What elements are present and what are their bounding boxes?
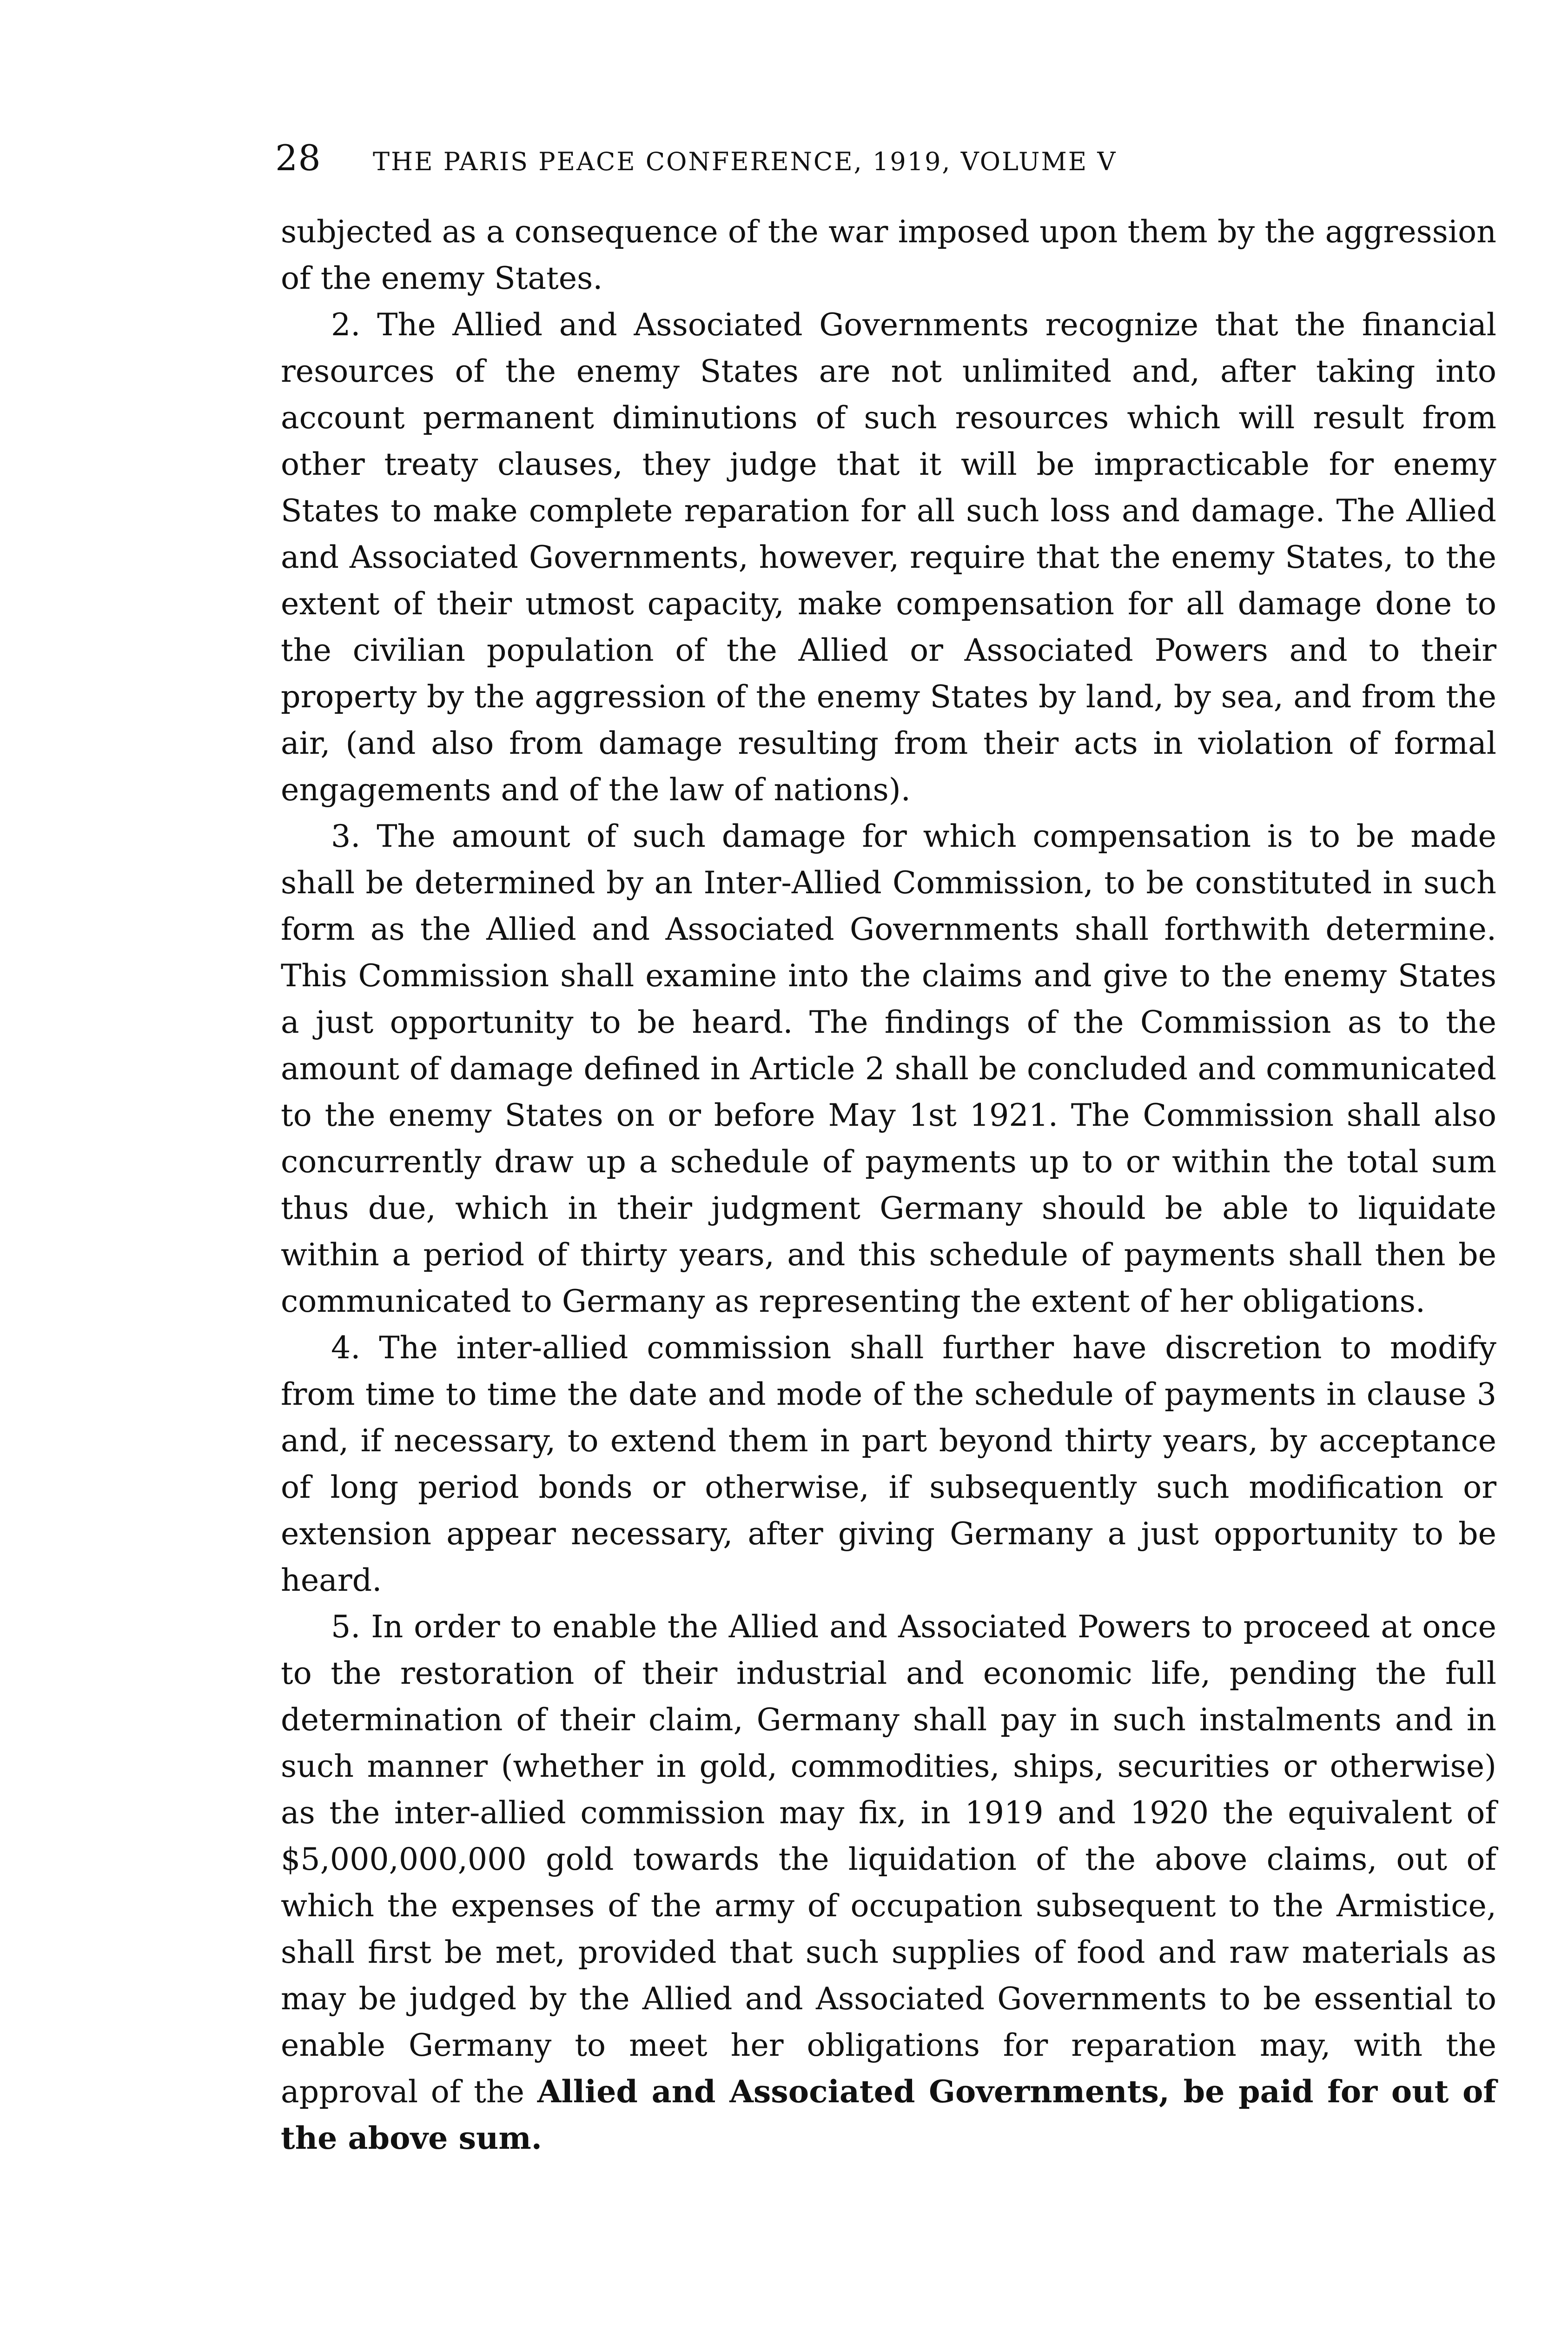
running-head	[275, 137, 1344, 188]
paragraph-number: 3.	[331, 818, 361, 854]
paragraph-5	[281, 1603, 1496, 2161]
paragraph-text: The inter-allied commission shall further have discretion to modify from time to time the date and mode of the schedule of payments in clause 3 and, if necessary, to extend them in part beyond thirty years, by acceptance of long period bonds or otherwise, if subsequently such modification or extension appear necessary, after giving Germany a just opportunity to be heard.	[281, 1329, 1496, 1598]
paragraph-text: The Allied and Associated Governments recognize that the financial resources of the enemy States are not unlimited and, after taking into account permanent diminutions of such resources which will result from other treaty clauses, they judge that it will be impracticable for enemy States to make complete reparation for all such loss and damage. The Allied and Associated Governments, however, require that the enemy States, to the extent of their utmost capacity, make compensation for all damage done to the civilian population of the Allied or Associated Powers and to their property by the aggression of the enemy States by land, by sea, and from the air, (and also from damage resulting from their acts in violation of formal engagements and of the law of nations).	[281, 306, 1496, 808]
body-text	[281, 208, 1496, 2161]
page-number: 28	[275, 137, 321, 179]
paragraph-4	[281, 1324, 1496, 1603]
paragraph-number: 5.	[331, 1608, 361, 1645]
paragraph-number: 4.	[331, 1329, 361, 1366]
paragraph-text: The amount of such damage for which compensation is to be made shall be determined by an Inter-Allied Commission, to be constituted in such form as the Allied and Associated Governments shall forthwith determine. This Commission shall examine into the claims and give to the enemy States a just opportunity to be heard. The findings of the Commission as to the amount of damage defined in Article 2 shall be concluded and communicated to the enemy States on or before May 1st 1921. The Commission shall also concurrently draw up a schedule of payments up to or within the total sum thus due, which in their judgment Germany should be able to liquidate within a period of thirty years, and this schedule of payments shall then be communicated to Germany as representing the extent of her obligations.	[281, 818, 1497, 1319]
running-title: THE PARIS PEACE CONFERENCE, 1919, VOLUME V	[373, 147, 1117, 176]
paragraph-text: In order to enable the Allied and Associated Powers to proceed at once to the restoration of their industrial and economic life, pending the full determination of their claim, Germany shall pay in such instalments and in such manner (whether in gold, commodities, ships, securities or otherwise) as the inter-allied commission may fix, in 1919 and 1920 the equivalent of $5,000,000,000 gold towards the liquidation of the above claims, out of which the expenses of the army of occupation subsequent to the Armistice, shall first be met, provided that such supplies of food and raw materials as may be judged by the Allied and Associated Governments to be essential to enable Germany to meet her obligations for reparation may, with the approval of the	[281, 1608, 1496, 2110]
paragraph-3	[281, 813, 1496, 1324]
paragraph-number: 2.	[331, 306, 361, 343]
closing-line: Allied and Associated Governments, be paid for out of the above sum.	[281, 2073, 1496, 2156]
paragraph-2	[281, 301, 1496, 813]
continuation-paragraph: subjected as a consequence of the war imposed upon them by the aggression of the enemy States.	[281, 213, 1496, 296]
